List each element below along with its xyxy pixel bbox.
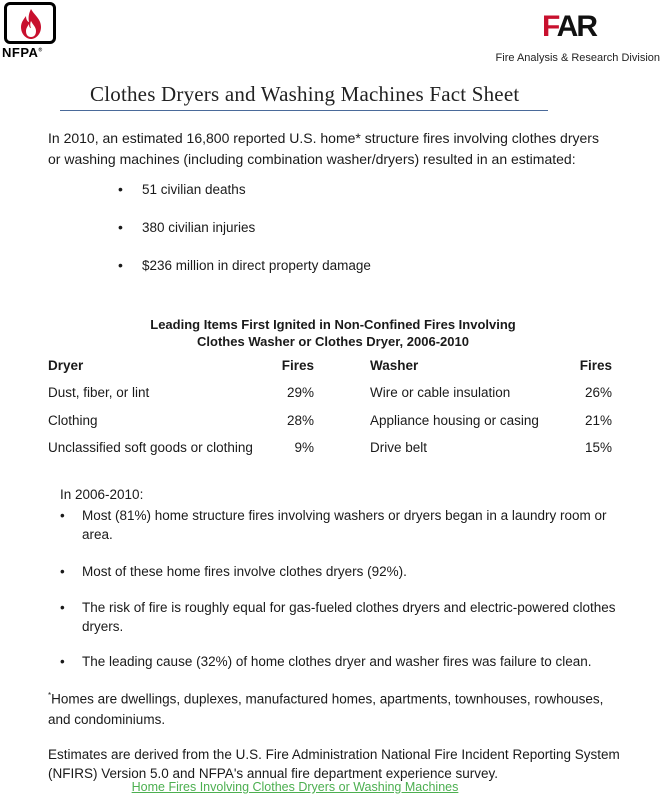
- period-label: In 2006-2010:: [60, 487, 144, 502]
- nfpa-logo: NFPA®: [2, 2, 60, 60]
- stats-list: [118, 182, 371, 296]
- header-washer-fires: Fires: [579, 358, 612, 373]
- table-cell: 15%: [584, 440, 612, 455]
- title-underline: [60, 110, 548, 111]
- intro-paragraph: In 2010, an estimated 16,800 reported U.S. home* structure fires involving clothes dryers or washing machines (including combination washer/dryers) resulted in an estimated:: [48, 130, 599, 167]
- table-cell: 29%: [286, 385, 314, 400]
- stat-deaths: • 51 civilian deaths: [118, 182, 371, 220]
- stat-damage: • $236 million in direct property damage: [118, 258, 371, 296]
- header-dryer: Dryer: [48, 358, 84, 373]
- header-dryer-fires: Fires: [281, 358, 314, 373]
- table-cell: Appliance housing or casing: [370, 413, 539, 428]
- division-name: Fire Analysis & Research Division: [495, 52, 660, 64]
- list-item: • Most (81%) home structure fires involving washers or dryers began in a laundry room or area.: [60, 506, 620, 562]
- page-title: Clothes Dryers and Washing Machines Fact Sheet: [90, 82, 520, 106]
- table-cell: Dust, fiber, or lint: [48, 385, 150, 400]
- table-cell: Unclassified soft goods or clothing: [48, 440, 253, 455]
- list-item: • The leading cause (32%) of home clothes dryer and washer fires was failure to clean.: [60, 652, 620, 676]
- table-cell: 21%: [584, 413, 612, 428]
- footnote-mark: *: [48, 691, 52, 700]
- table-cell: 9%: [294, 440, 314, 455]
- table-cell: Wire or cable insulation: [370, 385, 511, 400]
- table-cell: Drive belt: [370, 440, 428, 455]
- header-washer: Washer: [370, 358, 419, 373]
- list-item: • The risk of fire is roughly equal for gas-fueled clothes dryers and electric-powered clothes dryers.: [60, 598, 620, 652]
- far-logo-ar: AR: [556, 10, 597, 43]
- table-cell: 28%: [286, 413, 314, 428]
- stat-injuries: • 380 civilian injuries: [118, 220, 371, 258]
- flame-icon: [4, 2, 56, 44]
- table-cell: 26%: [584, 385, 612, 400]
- table-title: Leading Items First Ignited in Non-Confined Fires Involving Clothes Washer or Clothes Dryer, 2006-2010: [150, 317, 516, 349]
- facts-list: [60, 506, 620, 676]
- far-logo: [542, 12, 596, 42]
- far-logo-f: F: [542, 10, 557, 43]
- nfpa-wordmark: NFPA: [2, 45, 39, 60]
- table-cell: Clothing: [48, 413, 98, 428]
- list-item: • Most of these home fires involve clothes dryers (92%).: [60, 562, 620, 598]
- estimates-note: Estimates are derived from the U.S. Fire Administration National Fire Incident Reporting System (NFIRS) Version 5.0 and NFPA's annual fire department experience survey.: [48, 747, 620, 781]
- footnote: *Homes are dwellings, duplexes, manufactured homes, apartments, townhouses, rowhouses, and condominiums.: [48, 691, 604, 727]
- report-link[interactable]: Home Fires Involving Clothes Dryers or Washing Machines: [131, 780, 459, 794]
